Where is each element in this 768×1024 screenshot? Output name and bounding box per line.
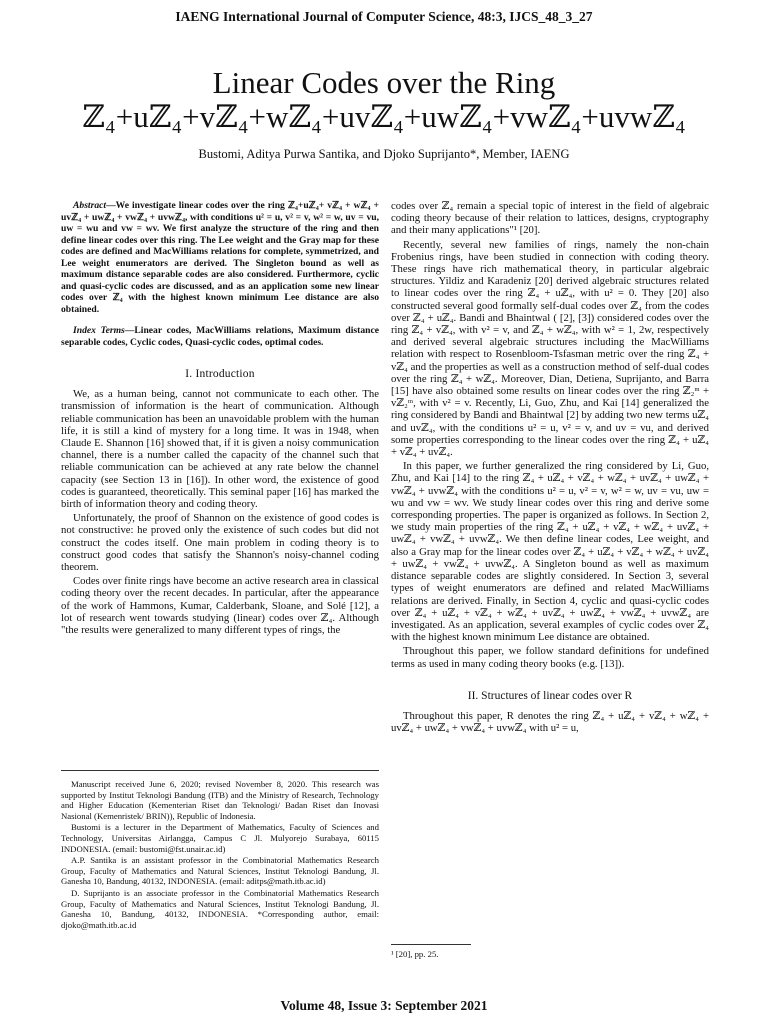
index-terms-text: —Linear codes, MacWilliams relations, Maximum distance separable codes, Cyclic codes, Quasi-cyclic codes, optimal codes.: [61, 325, 379, 348]
footnote-manuscript: Manuscript received June 6, 2020; revised November 8, 2020. This research was supported by Institut Teknologi Bandung (ITB) and the Ministry of Research, Technology and Higher Education (Kementerian Riset dan Teknologi/ Badan Riset dan Inovasi Nasional (Kemenristek/ BRIN)), Republic of Indonesia.: [61, 779, 379, 821]
abstract: [61, 200, 379, 315]
footnote-santika: A.P. Santika is an assistant professor in the Combinatorial Mathematics Research Group, Faculty of Mathematics and Natural Sciences, Institut Teknologi Bandung, Jl. Ganesha 10, Bandung, 40132, INDONESIA. (email: aditps@math.itb.ac.id): [61, 855, 379, 887]
section-heading-structures: II. Structures of linear codes over R: [467, 689, 633, 702]
right-paragraph-4: Throughout this paper, we follow standard definitions for undefined terms as used in many coding theory books (e.g. [13]).: [391, 645, 709, 670]
page-footer: Volume 48, Issue 3: September 2021: [280, 998, 488, 1013]
left-column: [61, 200, 379, 638]
title-line-2: ℤ₄+uℤ₄+vℤ₄+wℤ₄+uvℤ₄+uwℤ₄+vwℤ₄+uvwℤ₄: [82, 99, 686, 134]
intro-paragraph-1: We, as a human being, cannot not communicate to each other. The transmission of information is the heart of communication. Although reliable communication has been an unavoidable problem with the human life, it is still a kind of mystery for a long time. It was in 1948, when Claude E. Shannon [16] showed that, if it is given a noisy communication channel, there is a number called the capacity of the channel such that reliable communication can be achieved at any rate below the channel capacity (see Section 13 in [16]). In other word, the existence of good codes is guaranteed, theoretically. This seminal paper [16] has marked the birth of information theory and coding theory.: [61, 388, 379, 511]
abstract-label: Abstract: [73, 200, 107, 211]
right-footnote-rule: [391, 944, 471, 945]
journal-header: IAENG International Journal of Computer Science, 48:3, IJCS_48_3_27: [175, 9, 593, 24]
abstract-text: —We investigate linear codes over the ring ℤ₄+uℤ₄+ vℤ₄ + wℤ₄ + uvℤ₄ + uwℤ₄ + vwℤ₄ + uvwℤ₄, with conditions u² = u, v² = v, w² = w, uv = vu, uw = wu and vw = wv. We first analyze the structure of the ring and then define linear codes over this ring. The Lee weight and the Gray map for these codes are defined and MacWilliams relations for complete, symmetrized, and Lee weight enumerators are derived. The Singleton bound as well as maximum distance separable codes are also considered. Furthermore, cyclic and quasi-cyclic codes are discussed, and as an application some new linear codes over ℤ₄ with the highest known minimum Lee distance are also obtained.: [61, 200, 379, 315]
section-heading-introduction: I. Introduction: [185, 368, 255, 380]
right-column: [391, 200, 709, 736]
index-terms: [61, 325, 379, 348]
intro-paragraph-3: Codes over finite rings have become an active research area in classical coding theory over the recent decades. In particular, after the appearance of the work of Hammons, Kumar, Calderbank, Sloane, and Solé [12], a lot of research went towards studying (linear) codes over ℤ₄. Although "the results were generalized to many different types of rings, the: [61, 575, 379, 637]
paper-title: [0, 66, 768, 134]
footnote-reference-20: ¹ [20], pp. 25.: [391, 949, 439, 959]
right-paragraph-3: In this paper, we further generalized the ring considered by Li, Guo, Zhu, and Kai [14] to the ring ℤ₄ + uℤ₄ + vℤ₄ + wℤ₄ + uvℤ₄ + uwℤ₄ + vwℤ₄ + uvwℤ₄ with the conditions u² = u, v² = v, w² = w, uv = vu, uw = wu and vw = wv. We study linear codes over this ring and derive some corresponding properties. The paper is organized as follows. In Section 2, we study main properties of the ring ℤ₄ + uℤ₄ + vℤ₄ + wℤ₄ + uvℤ₄ + uwℤ₄ + vwℤ₄ + uvwℤ₄. We then define linear codes, Lee weight, and also a Gray map for the linear codes over ℤ₄ + uℤ₄ + vℤ₄ + wℤ₄ + uvℤ₄ + uwℤ₄ + vwℤ₄ + uvwℤ₄. A Singleton bound as well as maximum distance separable codes are slightly considered. In Section 3, several types of weight enumerators are defined and related MacWilliams relations are derived. Finally, in Section 4, cyclic and quasi-cyclic codes over ℤ₄ + uℤ₄ + vℤ₄ + wℤ₄ + uvℤ₄ + uwℤ₄ + vwℤ₄ + uvwℤ₄ are investigated. As an application, several examples of cyclic codes over ℤ₄ with the highest known minimum Lee distance are obtained.: [391, 460, 709, 644]
footnote-suprijanto: D. Suprijanto is an associate professor in the Combinatorial Mathematics Research Group, Faculty of Mathematics and Natural Sciences, Institut Teknologi Bandung, Jl. Ganesha 10, Bandung, 40132, INDONESIA. *Corresponding author, email: djoko@math.itb.ac.id: [61, 887, 379, 930]
intro-paragraph-2: Unfortunately, the proof of Shannon on the existence of good codes is not constructive: he proved only the existence of such codes but did not construct the codes itself. One main problem in coding theory is to construct good codes that satisfy the Shannon's noisy-channel coding theorem.: [61, 512, 379, 574]
right-paragraph-1: codes over ℤ₄ remain a special topic of interest in the field of algebraic coding theory because of their relation to lattices, designs, cryptography and their many applications"¹ [20].: [391, 200, 709, 237]
index-terms-label: Index Terms: [73, 325, 125, 336]
title-line-1: Linear Codes over the Ring: [212, 65, 556, 100]
right-footnote: [391, 944, 709, 959]
section2-paragraph: Throughout this paper, R denotes the ring ℤ₄ + uℤ₄ + vℤ₄ + wℤ₄ + uvℤ₄ + uwℤ₄ + vwℤ₄ + uvwℤ₄ with u² = u,: [391, 709, 709, 735]
right-paragraph-2: Recently, several new families of rings, namely the non-chain Frobenius rings, have been studied in connection with coding theory. These rings have rich mathematical theory, in particular algebraic structures. Yildiz and Karadeniz [20] derived algebraic structures related to linear codes over the ring ℤ₄ + uℤ₄, with u² = 0. They [20] also constructed several good formally self-dual codes over ℤ₄ from the codes over ℤ₄ + uℤ₄. Bandi and Bhaintwal ( [2], [3]) considered codes over the ring ℤ₄ + vℤ₄, with v² = v, and ℤ₄ + wℤ₄, with w² = 1, 2w, respectively and derived several algebraic structures including the MacWilliams relation with respect to Rosenbloom-Tsfasman metric over the ring ℤ₄ + vℤ₄ and the properties as well as a construction method of self-dual codes over the ring ℤ₄ + wℤ₄. Moreover, Dian, Detiena, Suprijanto, and Barra [15] have also obtained some results on linear codes over the ring ℤ₂ᵐ + vℤ₂ᵐ, with v² = v. Recently, Li, Guo, Zhu, and Kai [14] generalized the ring considered by Bandi and Bhaintwal [2] by adding two new terms uℤ₄ and uvℤ₄, with the conditions u² = u, v² = v, and uv = vu, and derived some properties corresponding to the linear codes over the ring ℤ₄ + uℤ₄ + vℤ₄ + uvℤ₄.: [391, 238, 709, 459]
author-line: Bustomi, Aditya Purwa Santika, and Djoko Suprijanto*, Member, IAENG: [198, 147, 570, 161]
footnote-rule: [61, 770, 379, 771]
footnotes-block: [61, 779, 379, 930]
left-footnotes: [61, 770, 379, 931]
footnote-bustomi: Bustomi is a lecturer in the Department of Mathematics, Faculty of Sciences and Technology, Universitas Airlangga, Campus C Jl. Mulyorejo Surabaya, 60115 INDONESIA. (email: bustomi@fst.unair.ac.id): [61, 822, 379, 854]
